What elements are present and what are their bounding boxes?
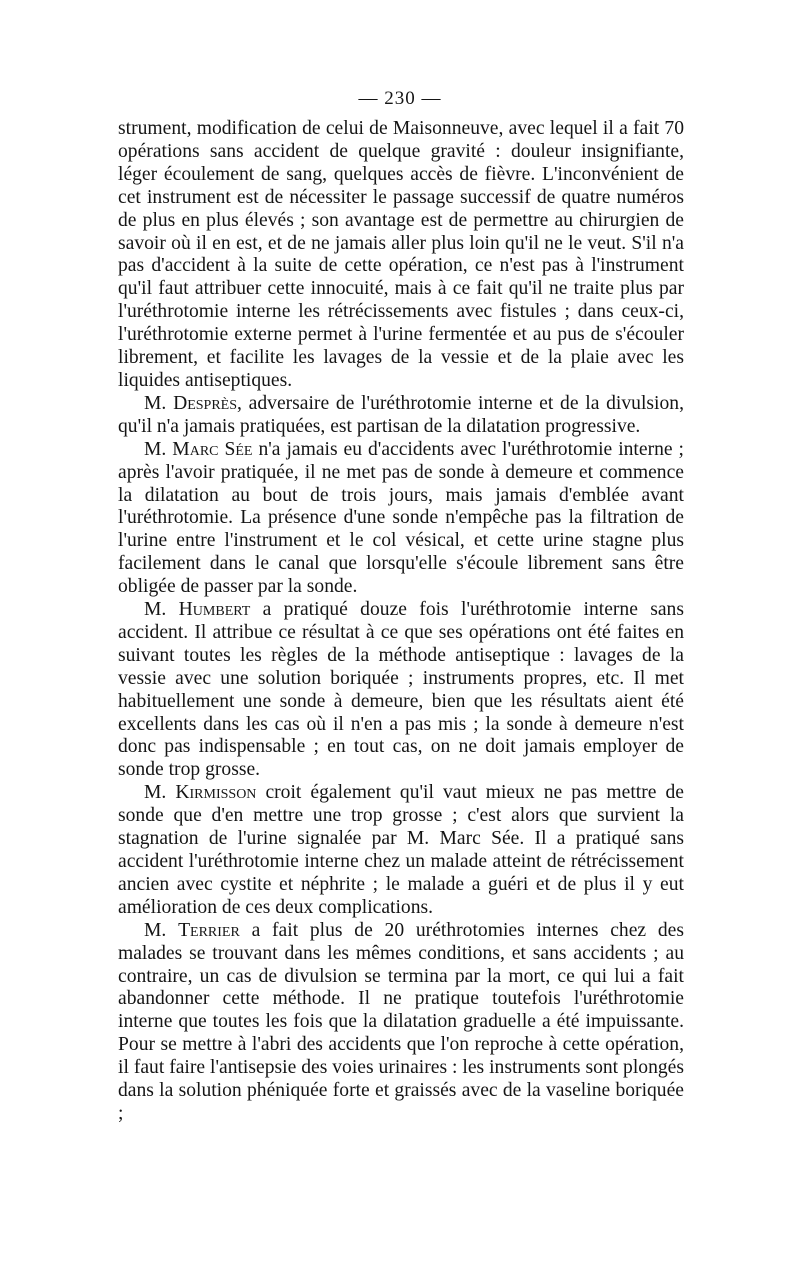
page-number: — 230 — — [358, 88, 442, 109]
paragraph-text: croit également qu'il vaut mieux ne pas mettre de sonde que d'en mettre une trop grosse ; c'est alors que survient la stagnation de l'urine signalée par M. Marc Sée. Il a pratiqué sans accident l'uréthrotomie interne chez un malade atteint de rétrécissement ancien avec cystite et néphrite ; le malade a guéri et de plus il y eut amélioration de ces deux complications. — [118, 782, 684, 918]
speaker-name: Marc Sée — [172, 438, 253, 460]
paragraph-humbert — [118, 599, 684, 782]
speaker-name: Terrier — [178, 919, 240, 941]
speaker-name: Humbert — [178, 599, 251, 621]
paragraph-terrier — [118, 920, 684, 1126]
body-text — [118, 118, 684, 1126]
paragraph-text: a pratiqué douze fois l'uréthrotomie interne sans accident. Il attribue ce résultat à ce que ses opérations ont été faites en suivant toutes les règles de la méthode antiseptique : lavages de la vessie avec une solution boriquée ; instruments propres, etc. Il met habituellement une sonde à demeure, bien que les résultats aient été excellents dans les cas où il n'en a pas mis ; la sonde à demeure n'est donc pas indispensable ; en tout cas, on ne doit jamais employer de sonde trop grosse. — [118, 599, 684, 781]
paragraph-text: , adversaire de l'uréthrotomie interne et de la divulsion, qu'il n'a jamais pratiquées, est partisan de la dilatation progressive. — [118, 392, 684, 437]
paragraph-marc-see — [118, 439, 684, 599]
speaker-prefix: M. — [144, 919, 179, 941]
paragraph-despres — [118, 393, 684, 439]
speaker-prefix: M. — [144, 782, 176, 804]
paragraph-kirmisson — [118, 782, 684, 919]
paragraph-text: strument, modification de celui de Maisonneuve, avec lequel il a fait 70 opérations sans accident de quelque gravité : douleur insignifiante, léger écoulement de sang, quelques accès de fièvre. L'inconvénient de cet instrument est de nécessiter le passage successif de quatre numéros de plus en plus élevés ; son avantage est de permettre au chirurgien de savoir où il en est, et de ne jamais aller plus loin qu'il ne le veut. S'il n'a pas d'accident à la suite de cette opération, ce n'est pas à l'instrument qu'il faut attribuer cette innocuité, mais à ce fait qu'il ne traite plus par l'uréthrotomie interne les rétrécissements avec fistules ; dans ceux-ci, l'uréthrotomie externe permet à l'urine fermentée et au pus de s'écouler librement, et facilite les lavages de la vessie et de la plaie avec les liquides antiseptiques. — [118, 118, 684, 391]
speaker-name: Kirmisson — [175, 782, 257, 804]
speaker-prefix: M. — [144, 599, 179, 621]
speaker-name: Desprès — [173, 392, 238, 414]
paragraph-text: a fait plus de 20 uréthrotomies internes chez des malades se trouvant dans les mêmes conditions, et sans accidents ; au contraire, un cas de divulsion se termina par la mort, ce qui lui a fait abandonner cette méthode. Il ne pratique toutefois l'uréthrotomie interne que toutes les fois que la dilatation graduelle a été impuissante. Pour se mettre à l'abri des accidents que l'on reproche à cette opération, il faut faire l'antisepsie des voies urinaires : les instruments sont plongés dans la solution phéniquée forte et graissés avec de la vaseline boriquée ; — [118, 919, 684, 1124]
paragraph-continuation — [118, 118, 684, 393]
paragraph-text: n'a jamais eu d'accidents avec l'uréthrotomie interne ; après l'avoir pratiquée, il ne met pas de sonde à demeure et commence la dilatation au bout de trois jours, mais jamais d'emblée avant l'uréthrotomie. La présence d'une sonde n'empêche pas la filtration de l'urine entre l'instrument et le col vésical, et cette urine stagne plus facilement dans le canal que lorsqu'elle s'écoule librement sans être obligée de passer par la sonde. — [118, 438, 685, 598]
speaker-prefix: M. — [144, 438, 173, 460]
speaker-prefix: M. — [144, 392, 174, 414]
